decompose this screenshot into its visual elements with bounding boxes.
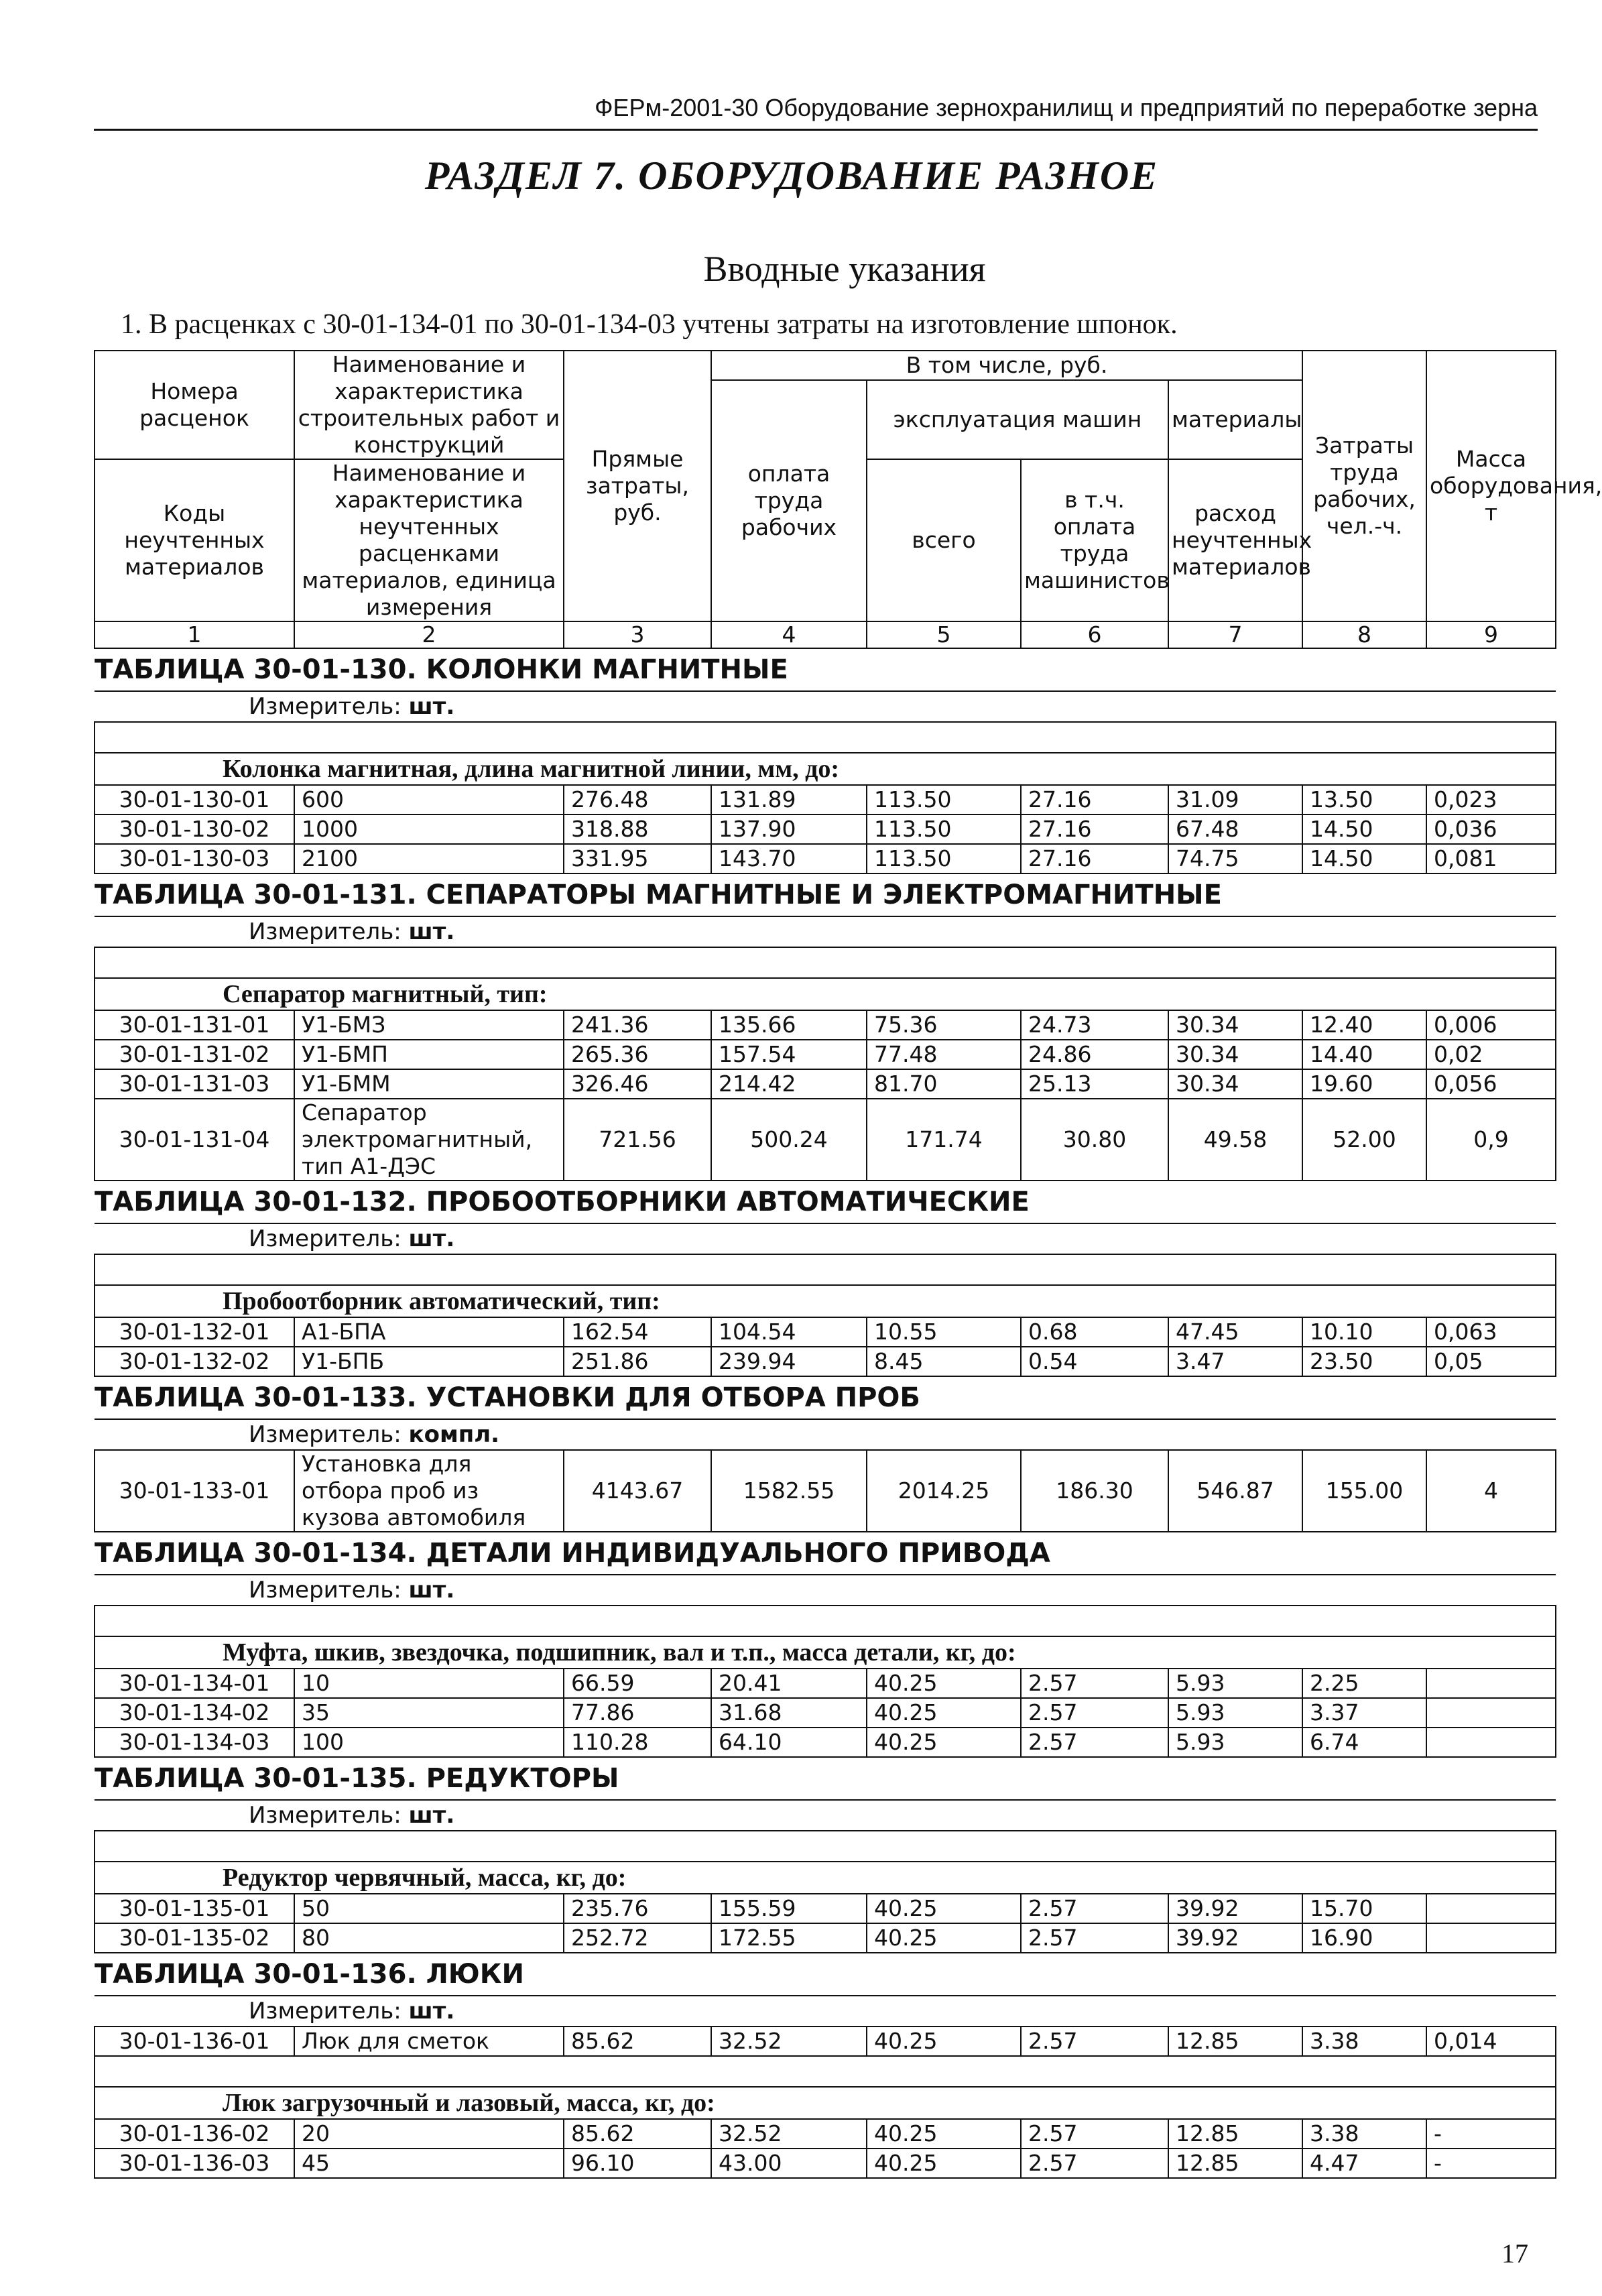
unit-value: шт. — [408, 1577, 455, 1604]
rate-value: 2.25 — [1302, 1669, 1426, 1698]
rate-value: 157.54 — [711, 1040, 867, 1069]
rate-value: 67.48 — [1168, 814, 1302, 844]
unit-label: Измеритель: — [249, 693, 402, 720]
rate-code: 30-01-133-01 — [95, 1450, 294, 1532]
spacer-row — [95, 722, 1556, 753]
rate-value: 40.25 — [867, 1923, 1021, 1953]
group-subtitle: Пробоотборник автоматический, тип: — [95, 1285, 1556, 1317]
table-row — [95, 2119, 1556, 2149]
rate-value: 13.50 — [1302, 785, 1426, 814]
rate-value: 326.46 — [564, 1069, 711, 1099]
rate-value: 214.42 — [711, 1069, 867, 1099]
rate-value: 75.36 — [867, 1010, 1021, 1040]
rate-value: 2.57 — [1021, 2027, 1168, 2056]
spacer-row — [95, 1831, 1556, 1862]
group-header: В том числе, руб. — [711, 351, 1302, 380]
unit-cell — [95, 1996, 1556, 2027]
running-header: ФЕРм-2001-30 Оборудование зернохранилищ и предприятий по переработке зерна — [595, 94, 1538, 121]
group-subtitle: Редуктор червячный, масса, кг, до: — [95, 1862, 1556, 1894]
group-subtitle-row — [95, 978, 1556, 1010]
rate-value: 235.76 — [564, 1894, 711, 1923]
group-subtitle-row — [95, 2087, 1556, 2119]
rate-value: 0,056 — [1426, 1069, 1556, 1099]
rate-description: У1-БМП — [294, 1040, 564, 1069]
unit-value: шт. — [408, 918, 455, 945]
header-rule — [94, 129, 1538, 131]
rate-value: 251.86 — [564, 1347, 711, 1376]
rate-value: 40.25 — [867, 2027, 1021, 2056]
column-number: 8 — [1302, 621, 1426, 648]
rate-value: 40.25 — [867, 1728, 1021, 1757]
rate-value: 12.40 — [1302, 1010, 1426, 1040]
rate-value: 14.40 — [1302, 1040, 1426, 1069]
group-subtitle: Сепаратор магнитный, тип: — [95, 978, 1556, 1010]
rate-value: 64.10 — [711, 1728, 867, 1757]
rate-value: 30.34 — [1168, 1010, 1302, 1040]
rate-value: 276.48 — [564, 785, 711, 814]
rate-code: 30-01-131-03 — [95, 1069, 294, 1099]
rate-value: 5.93 — [1168, 1728, 1302, 1757]
unit-label: Измеритель: — [249, 1802, 402, 1829]
table-row — [95, 1317, 1556, 1347]
rate-value: 104.54 — [711, 1317, 867, 1347]
table-header — [95, 351, 1602, 648]
unit-label: Измеритель: — [249, 1577, 402, 1604]
rate-value: 43.00 — [711, 2149, 867, 2178]
rate-description: 100 — [294, 1728, 564, 1757]
table-row — [95, 1450, 1556, 1532]
table-title-row — [95, 648, 1556, 691]
table-title: ТАБЛИЦА 30-01-134. ДЕТАЛИ ИНДИВИДУАЛЬНОГО ПРИВОДА — [95, 1532, 1556, 1575]
rate-value: 113.50 — [867, 814, 1021, 844]
rate-code: 30-01-135-01 — [95, 1894, 294, 1923]
rate-code: 30-01-132-01 — [95, 1317, 294, 1347]
rate-description: Сепаратор электромагнитный, тип А1-ДЭС — [294, 1099, 564, 1181]
rate-value: 4 — [1426, 1450, 1556, 1532]
rate-code: 30-01-136-03 — [95, 2149, 294, 2178]
rate-code: 30-01-135-02 — [95, 1923, 294, 1953]
spacer-cell — [95, 1606, 1556, 1636]
table-row — [95, 1698, 1556, 1728]
rate-value — [1426, 1923, 1556, 1953]
rate-value: 500.24 — [711, 1099, 867, 1181]
unit-cell — [95, 1800, 1556, 1831]
unit-row — [95, 1419, 1556, 1450]
rate-value: 30.34 — [1168, 1069, 1302, 1099]
rate-value: 27.16 — [1021, 785, 1168, 814]
rate-value: 39.92 — [1168, 1923, 1302, 1953]
rate-value: 31.09 — [1168, 785, 1302, 814]
rates-table — [94, 350, 1602, 2179]
col3-header: Прямые затраты, руб. — [564, 351, 711, 621]
table-row — [95, 1923, 1556, 1953]
table-title: ТАБЛИЦА 30-01-130. КОЛОНКИ МАГНИТНЫЕ — [95, 648, 1556, 691]
group-subtitle: Люк загрузочный и лазовый, масса, кг, до: — [95, 2087, 1556, 2119]
rate-value: 77.86 — [564, 1698, 711, 1728]
rate-value: 0.54 — [1021, 1347, 1168, 1376]
col5-header: всего — [867, 459, 1021, 621]
rate-value: 8.45 — [867, 1347, 1021, 1376]
rate-value: 25.13 — [1021, 1069, 1168, 1099]
unit-label: Измеритель: — [249, 918, 402, 945]
rate-description: 2100 — [294, 844, 564, 873]
rate-value: 40.25 — [867, 1698, 1021, 1728]
col2-header-top: Наименование и характеристика строительных работ и конструкций — [294, 351, 564, 459]
unit-row — [95, 1223, 1556, 1254]
rate-description: 10 — [294, 1669, 564, 1698]
unit-row — [95, 1575, 1556, 1606]
rate-description: 1000 — [294, 814, 564, 844]
rate-value: 2.57 — [1021, 1923, 1168, 1953]
spacer-row — [95, 2056, 1556, 2087]
rate-description: 50 — [294, 1894, 564, 1923]
column-number: 1 — [95, 621, 294, 648]
rate-value: 171.74 — [867, 1099, 1021, 1181]
table-title: ТАБЛИЦА 30-01-135. РЕДУКТОРЫ — [95, 1757, 1556, 1800]
rate-value: 12.85 — [1168, 2149, 1302, 2178]
rate-value: 2014.25 — [867, 1450, 1021, 1532]
rate-value: 49.58 — [1168, 1099, 1302, 1181]
rate-value: 10.55 — [867, 1317, 1021, 1347]
intro-title: Вводные указания — [703, 249, 986, 289]
rate-value: 85.62 — [564, 2027, 711, 2056]
rate-value: 27.16 — [1021, 844, 1168, 873]
rate-value: 74.75 — [1168, 844, 1302, 873]
rate-value: 24.86 — [1021, 1040, 1168, 1069]
rate-code: 30-01-130-02 — [95, 814, 294, 844]
rate-code: 30-01-131-04 — [95, 1099, 294, 1181]
table-row — [95, 1669, 1556, 1698]
rate-code: 30-01-132-02 — [95, 1347, 294, 1376]
table-row — [95, 1040, 1556, 1069]
rate-value: 241.36 — [564, 1010, 711, 1040]
rate-value: 155.59 — [711, 1894, 867, 1923]
rate-value: 14.50 — [1302, 814, 1426, 844]
rate-value: 32.52 — [711, 2027, 867, 2056]
rate-value: 20.41 — [711, 1669, 867, 1698]
table-title: ТАБЛИЦА 30-01-136. ЛЮКИ — [95, 1953, 1556, 1996]
spacer-cell — [95, 1831, 1556, 1862]
rate-value: 186.30 — [1021, 1450, 1168, 1532]
rate-value: 23.50 — [1302, 1347, 1426, 1376]
rate-value: 0,023 — [1426, 785, 1556, 814]
table-title: ТАБЛИЦА 30-01-133. УСТАНОВКИ ДЛЯ ОТБОРА ПРОБ — [95, 1376, 1556, 1419]
rate-value — [1426, 1728, 1556, 1757]
rate-description: 35 — [294, 1698, 564, 1728]
group-subtitle-row — [95, 1862, 1556, 1894]
rate-value: 0,05 — [1426, 1347, 1556, 1376]
spacer-cell — [95, 722, 1556, 753]
table-row — [95, 844, 1556, 873]
group-subtitle: Муфта, шкив, звездочка, подшипник, вал и т.п., масса детали, кг, до: — [95, 1636, 1556, 1669]
col1-header-top: Номера расценок — [95, 351, 294, 459]
table-row — [95, 1347, 1556, 1376]
unit-value: шт. — [408, 693, 455, 720]
rate-code: 30-01-134-03 — [95, 1728, 294, 1757]
rate-value: 3.47 — [1168, 1347, 1302, 1376]
unit-value: шт. — [408, 1802, 455, 1829]
rate-value: 27.16 — [1021, 814, 1168, 844]
group-subtitle: Колонка магнитная, длина магнитной линии, мм, до: — [95, 753, 1556, 785]
rate-value: 6.74 — [1302, 1728, 1426, 1757]
rate-value: 131.89 — [711, 785, 867, 814]
rate-value: 12.85 — [1168, 2027, 1302, 2056]
rate-value: 30.34 — [1168, 1040, 1302, 1069]
rate-value: 40.25 — [867, 2119, 1021, 2149]
rate-value: 40.25 — [867, 1894, 1021, 1923]
unit-label: Измеритель: — [249, 1998, 402, 2025]
rate-code: 30-01-130-01 — [95, 785, 294, 814]
rate-value: 172.55 — [711, 1923, 867, 1953]
rate-value: 0,081 — [1426, 844, 1556, 873]
rate-value: 546.87 — [1168, 1450, 1302, 1532]
unit-row — [95, 1996, 1556, 2027]
rate-value: 14.50 — [1302, 844, 1426, 873]
rate-value — [1426, 1894, 1556, 1923]
rate-value: 113.50 — [867, 785, 1021, 814]
rate-value: 40.25 — [867, 1669, 1021, 1698]
rate-value: 4143.67 — [564, 1450, 711, 1532]
rate-value: 2.57 — [1021, 1698, 1168, 1728]
rate-value: 135.66 — [711, 1010, 867, 1040]
column-number: 9 — [1426, 621, 1556, 648]
rate-value: 331.95 — [564, 844, 711, 873]
rate-value: 110.28 — [564, 1728, 711, 1757]
rate-value: 239.94 — [711, 1347, 867, 1376]
rate-value: 2.57 — [1021, 1669, 1168, 1698]
rate-value: 66.59 — [564, 1669, 711, 1698]
rate-value: 5.93 — [1168, 1698, 1302, 1728]
table-title: ТАБЛИЦА 30-01-131. СЕПАРАТОРЫ МАГНИТНЫЕ И ЭЛЕКТРОМАГНИТНЫЕ — [95, 873, 1556, 916]
rate-description: 80 — [294, 1923, 564, 1953]
unit-value: компл. — [408, 1421, 500, 1448]
group-subtitle-row — [95, 1285, 1556, 1317]
rate-value: 0,02 — [1426, 1040, 1556, 1069]
table-row — [95, 1010, 1556, 1040]
col4-header: оплата труда рабочих — [711, 380, 867, 621]
rate-value: 2.57 — [1021, 1894, 1168, 1923]
rate-description: Люк для сметок — [294, 2027, 564, 2056]
rate-value: 2.57 — [1021, 2119, 1168, 2149]
rate-value: 15.70 — [1302, 1894, 1426, 1923]
unit-cell — [95, 1575, 1556, 1606]
table-title-row — [95, 1532, 1556, 1575]
table-row — [95, 814, 1556, 844]
section-title: РАЗДЕЛ 7. ОБОРУДОВАНИЕ РАЗНОЕ — [424, 154, 1159, 198]
rate-value: 0,063 — [1426, 1317, 1556, 1347]
spacer-cell — [95, 2056, 1556, 2087]
rate-value: 39.92 — [1168, 1894, 1302, 1923]
rate-code: 30-01-130-03 — [95, 844, 294, 873]
unit-row — [95, 691, 1556, 722]
rate-description: У1-БПБ — [294, 1347, 564, 1376]
rate-value: 24.73 — [1021, 1010, 1168, 1040]
table-title: ТАБЛИЦА 30-01-132. ПРОБООТБОРНИКИ АВТОМАТИЧЕСКИЕ — [95, 1181, 1556, 1223]
rate-value: 85.62 — [564, 2119, 711, 2149]
spacer-cell — [95, 947, 1556, 978]
unit-cell — [95, 691, 1556, 722]
column-number: 2 — [294, 621, 564, 648]
unit-cell — [95, 1419, 1556, 1450]
rate-value: 155.00 — [1302, 1450, 1426, 1532]
rate-value: 10.10 — [1302, 1317, 1426, 1347]
rate-value: 3.37 — [1302, 1698, 1426, 1728]
rate-value: 30.80 — [1021, 1099, 1168, 1181]
table-row — [95, 1728, 1556, 1757]
rate-value: 96.10 — [564, 2149, 711, 2178]
rate-value: 3.38 — [1302, 2119, 1426, 2149]
rate-value: 0,9 — [1426, 1099, 1556, 1181]
table-title-row — [95, 1181, 1556, 1223]
table-title-row — [95, 1376, 1556, 1419]
table-row — [95, 2027, 1556, 2056]
column-number: 4 — [711, 621, 867, 648]
rate-description: У1-БММ — [294, 1069, 564, 1099]
table-row — [95, 2149, 1556, 2178]
spacer-row — [95, 947, 1556, 978]
rate-code: 30-01-134-02 — [95, 1698, 294, 1728]
rate-value: 721.56 — [564, 1099, 711, 1181]
rate-description: А1-БПА — [294, 1317, 564, 1347]
rate-value: 40.25 — [867, 2149, 1021, 2178]
rate-value: 5.93 — [1168, 1669, 1302, 1698]
rate-value: 47.45 — [1168, 1317, 1302, 1347]
table-row — [95, 785, 1556, 814]
column-number: 5 — [867, 621, 1021, 648]
rate-value: 16.90 — [1302, 1923, 1426, 1953]
rate-value: 2.57 — [1021, 2149, 1168, 2178]
rate-value: 0,036 — [1426, 814, 1556, 844]
materials-header: материалы — [1168, 380, 1302, 459]
rate-description: У1-БМЗ — [294, 1010, 564, 1040]
table-title-row — [95, 1953, 1556, 1996]
rate-value: 0.68 — [1021, 1317, 1168, 1347]
unit-row — [95, 1800, 1556, 1831]
column-number: 6 — [1021, 621, 1168, 648]
rate-value — [1426, 1698, 1556, 1728]
rate-value: 252.72 — [564, 1923, 711, 1953]
rate-value: - — [1426, 2119, 1556, 2149]
rate-value — [1426, 1669, 1556, 1698]
unit-value: шт. — [408, 1225, 455, 1252]
group-subtitle-row — [95, 753, 1556, 785]
spacer-cell — [95, 1254, 1556, 1285]
col6-header: в т.ч. оплата труда машинистов — [1021, 459, 1168, 621]
rate-value: 12.85 — [1168, 2119, 1302, 2149]
column-number: 3 — [564, 621, 711, 648]
table-row — [95, 1099, 1556, 1181]
page-number: 17 — [1501, 2238, 1528, 2269]
rate-value: 318.88 — [564, 814, 711, 844]
rate-value: 19.60 — [1302, 1069, 1426, 1099]
col7-header: расход неучтенных материалов — [1168, 459, 1302, 621]
rate-value: 265.36 — [564, 1040, 711, 1069]
col1-header-bottom: Коды неучтенных материалов — [95, 459, 294, 621]
rate-value: 31.68 — [711, 1698, 867, 1728]
rate-value: 143.70 — [711, 844, 867, 873]
unit-label: Измеритель: — [249, 1225, 402, 1252]
table-body — [95, 648, 1556, 2178]
spacer-row — [95, 1606, 1556, 1636]
unit-cell — [95, 1223, 1556, 1254]
rate-value: 81.70 — [867, 1069, 1021, 1099]
rate-description: 20 — [294, 2119, 564, 2149]
rate-description: 45 — [294, 2149, 564, 2178]
table-row — [95, 1894, 1556, 1923]
unit-row — [95, 916, 1556, 947]
col9-header: Масса оборудования, т — [1426, 351, 1556, 621]
col2-header-bottom: Наименование и характеристика неучтенных расценками материалов, единица измерения — [294, 459, 564, 621]
intro-note: 1. В расценках с 30-01-134-01 по 30-01-134-03 учтены затраты на изготовление шпонок. — [121, 309, 1178, 340]
rate-value: 0,006 — [1426, 1010, 1556, 1040]
rate-value: 32.52 — [711, 2119, 867, 2149]
rate-description: Установка для отбора проб из кузова автомобиля — [294, 1450, 564, 1532]
rate-value: 4.47 — [1302, 2149, 1426, 2178]
rate-value: 2.57 — [1021, 1728, 1168, 1757]
table-title-row — [95, 873, 1556, 916]
rate-code: 30-01-136-02 — [95, 2119, 294, 2149]
group-subtitle-row — [95, 1636, 1556, 1669]
machines-header: эксплуатация машин — [867, 380, 1168, 459]
rate-value: 52.00 — [1302, 1099, 1426, 1181]
rate-code: 30-01-131-01 — [95, 1010, 294, 1040]
table-title-row — [95, 1757, 1556, 1800]
rate-description: 600 — [294, 785, 564, 814]
col8-header: Затраты труда рабочих, чел.-ч. — [1302, 351, 1426, 621]
rate-code: 30-01-136-01 — [95, 2027, 294, 2056]
rate-value: - — [1426, 2149, 1556, 2178]
rate-value: 77.48 — [867, 1040, 1021, 1069]
unit-label: Измеритель: — [249, 1421, 402, 1448]
rate-value: 113.50 — [867, 844, 1021, 873]
rate-value: 0,014 — [1426, 2027, 1556, 2056]
column-number: 7 — [1168, 621, 1302, 648]
rate-code: 30-01-134-01 — [95, 1669, 294, 1698]
table-row — [95, 1069, 1556, 1099]
rate-value: 162.54 — [564, 1317, 711, 1347]
rate-code: 30-01-131-02 — [95, 1040, 294, 1069]
rate-value: 137.90 — [711, 814, 867, 844]
unit-value: шт. — [408, 1998, 455, 2025]
unit-cell — [95, 916, 1556, 947]
rate-value: 3.38 — [1302, 2027, 1426, 2056]
spacer-row — [95, 1254, 1556, 1285]
rate-value: 1582.55 — [711, 1450, 867, 1532]
